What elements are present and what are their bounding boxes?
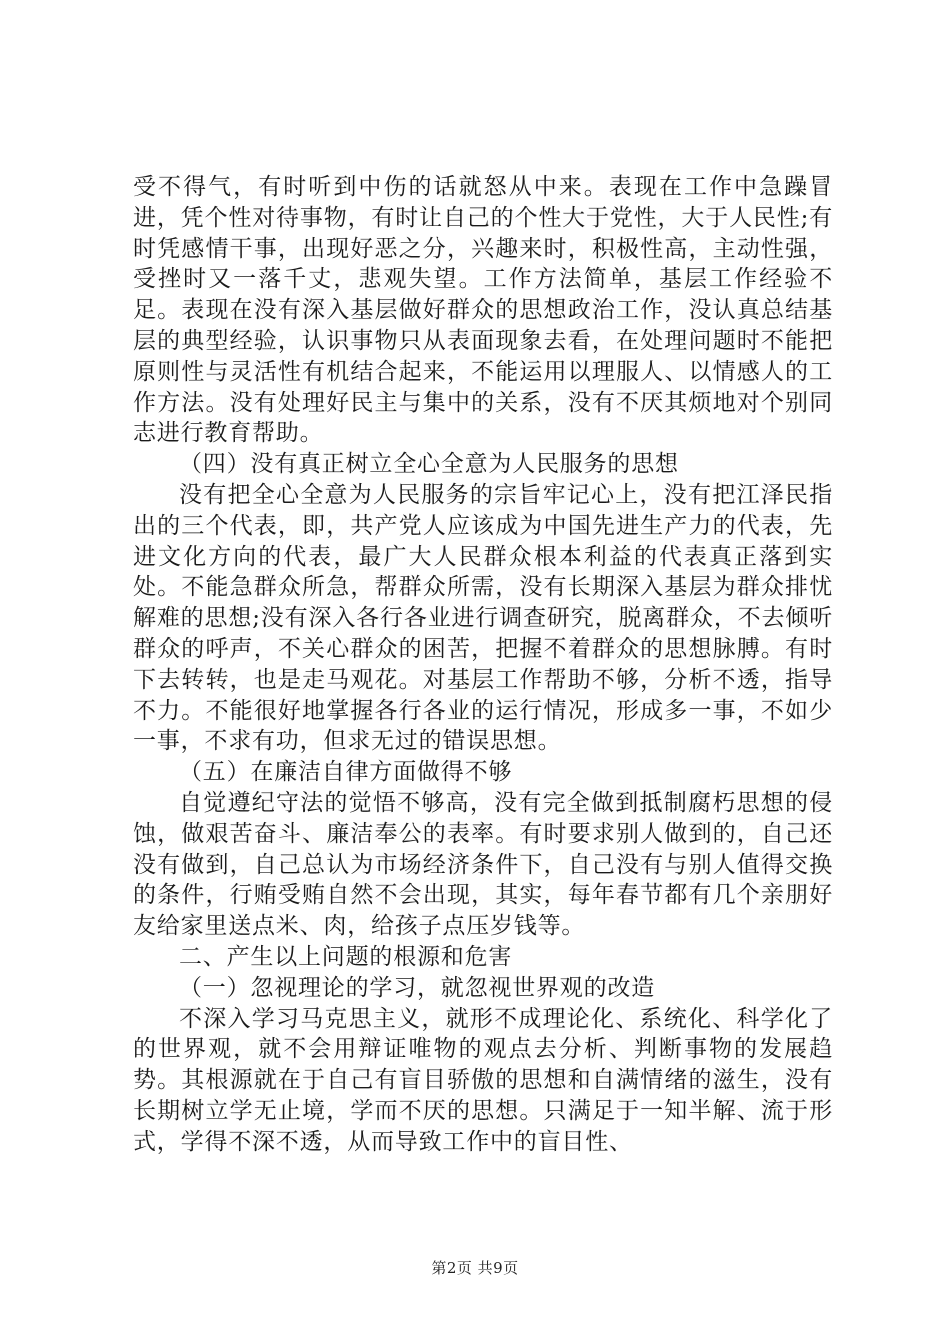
paragraph-body: 自觉遵纪守法的觉悟不够高，没有完全做到抵制腐朽思想的侵蚀，做艰苦奋斗、廉洁奉公的表率。有时要求别人做到的，自己还没有做到，自己总认为市场经济条件下，自己没有与别人值得交换的条件，行贿受贿自然不会出现，其实，每年春节都有几个亲朋好友给家里送点米、肉，给孩子点压岁钱等。 <box>133 789 833 940</box>
chapter-heading-2: 二、产生以上问题的根源和危害 <box>179 943 513 970</box>
document-page <box>133 172 833 1158</box>
section-heading-5: （五）在廉洁自律方面做得不够 <box>179 759 513 786</box>
page-footer: 第2页 共9页 <box>431 1259 519 1277</box>
paragraph-body: 不深入学习马克思主义，就形不成理论化、系统化、科学化了的世界观，就不会用辩证唯物的观点去分析、判断事物的发展趋势。其根源就在于自己有盲目骄傲的思想和自满情绪的滋生，没有长期树立学无止境，学而不厌的思想。只满足于一知半解、流于形式，学得不深不透，从而导致工作中的盲目性、 <box>133 1005 833 1155</box>
paragraph-continuation: 受不得气，有时听到中伤的话就怒从中来。表现在工作中急躁冒进，凭个性对待事物，有时让自己的个性大于党性，大于人民性;有时凭感情干事，出现好恶之分，兴趣来时，积极性高，主动性强，受挫时又一落千丈，悲观失望。工作方法简单，基层工作经验不足。表现在没有深入基层做好群众的思想政治工作，没认真总结基层的典型经验，认识事物只从表面现象去看，在处理问题时不能把原则性与灵活性有机结合起来，不能运用以理服人、以情感人的工作方法。没有处理好民主与集中的关系，没有不厌其烦地对个别同志进行教育帮助。 <box>133 174 833 447</box>
section-heading-1: （一）忽视理论的学习，就忽视世界观的改造 <box>179 974 655 1001</box>
section-heading-4: （四）没有真正树立全心全意为人民服务的思想 <box>179 451 679 478</box>
paragraph-body: 没有把全心全意为人民服务的宗旨牢记心上，没有把江泽民指出的三个代表，即，共产党人应该成为中国先进生产力的代表，先进文化方向的代表，最广大人民群众根本利益的代表真正落到实处。不能急群众所急，帮群众所需，没有长期深入基层为群众排忧解难的思想;没有深入各行各业进行调查研究，脱离群众，不去倾听群众的呼声，不关心群众的困苦，把握不着群众的思想脉膊。有时下去转转，也是走马观花。对基层工作帮助不够，分析不透，指导不力。不能很好地掌握各行各业的运行情况，形成多一事，不如少一事，不求有功，但求无过的错误思想。 <box>133 481 833 755</box>
